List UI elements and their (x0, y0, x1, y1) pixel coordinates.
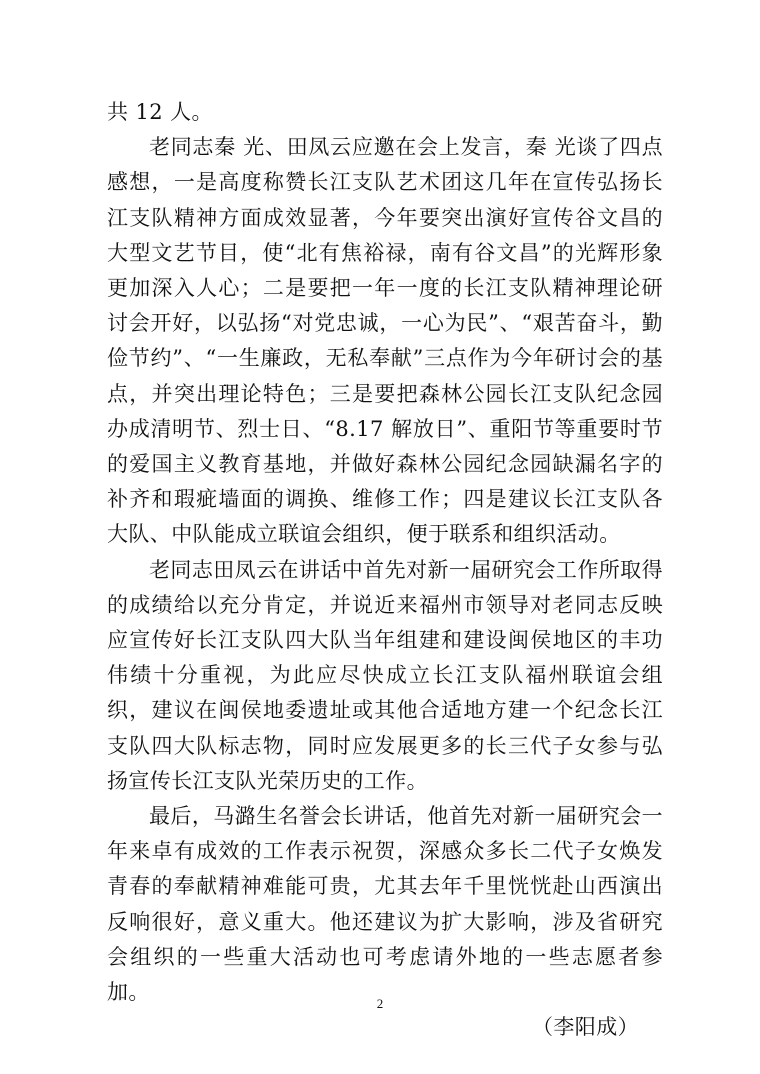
paragraph-tian-fengyun-remarks: 老同志田凤云在讲话中首先对新一届研究会工作所取得的成绩给以充分肯定，并说近来福州市领导对老同志反映应宣传好长江支队四大队当年组建和建设闽侯地区的丰功伟绩十分重视，为此应尽快成立长江支队福州联谊会组织，建议在闽侯地委遗址或其他合适地方建一个纪念长江支队四大队标志物，同时应发展更多的长三代子女参与弘扬宣传长江支队光荣历史的工作。 (107, 557, 663, 793)
paragraph-qin-guang-remarks: 老同志秦 光、田凤云应邀在会上发言，秦 光谈了四点感想，一是高度称赞长江支队艺术团这几年在宣传弘扬长江支队精神方面成效显著，今年要突出演好宣传谷文昌的大型文艺节目，使“北有焦裕禄，南有谷文昌”的光辉形象更加深入人心；二是要把一年一度的长江支队精神理论研讨会开好，以弘扬“对党忠诚，一心为民”、“艰苦奋斗，勤俭节约”、“一生廉政，无私奉献”三点作为今年研讨会的基点，并突出理论特色；三是要把森林公园长江支队纪念园办成清明节、烈士日、“8.17 解放日”、重阳节等重要时节的爱国主义教育基地，并做好森林公园纪念园缺漏名字的补齐和瑕疵墙面的调换、维修工作；四是建议长江支队各大队、中队能成立联谊会组织，便于联系和组织活动。 (107, 135, 663, 547)
page-number: 2 (376, 996, 384, 1011)
document-body (107, 95, 663, 1045)
author-signature: （李阳成） (532, 1015, 639, 1040)
paragraph-continuation: 共 12 人。 (107, 100, 213, 124)
paragraph-ma-lusheng-remarks: 最后，马潞生名誉会长讲话，他首先对新一届研究会一年来卓有成效的工作表示祝贺，深感众多长二代子女焕发青春的奉献精神难能可贵，尤其去年千里恍恍赴山西演出反响很好，意义重大。他还建议为扩大影响，涉及省研究会组织的一些重大活动也可考虑请外地的一些志愿者参加。 (107, 804, 663, 1005)
